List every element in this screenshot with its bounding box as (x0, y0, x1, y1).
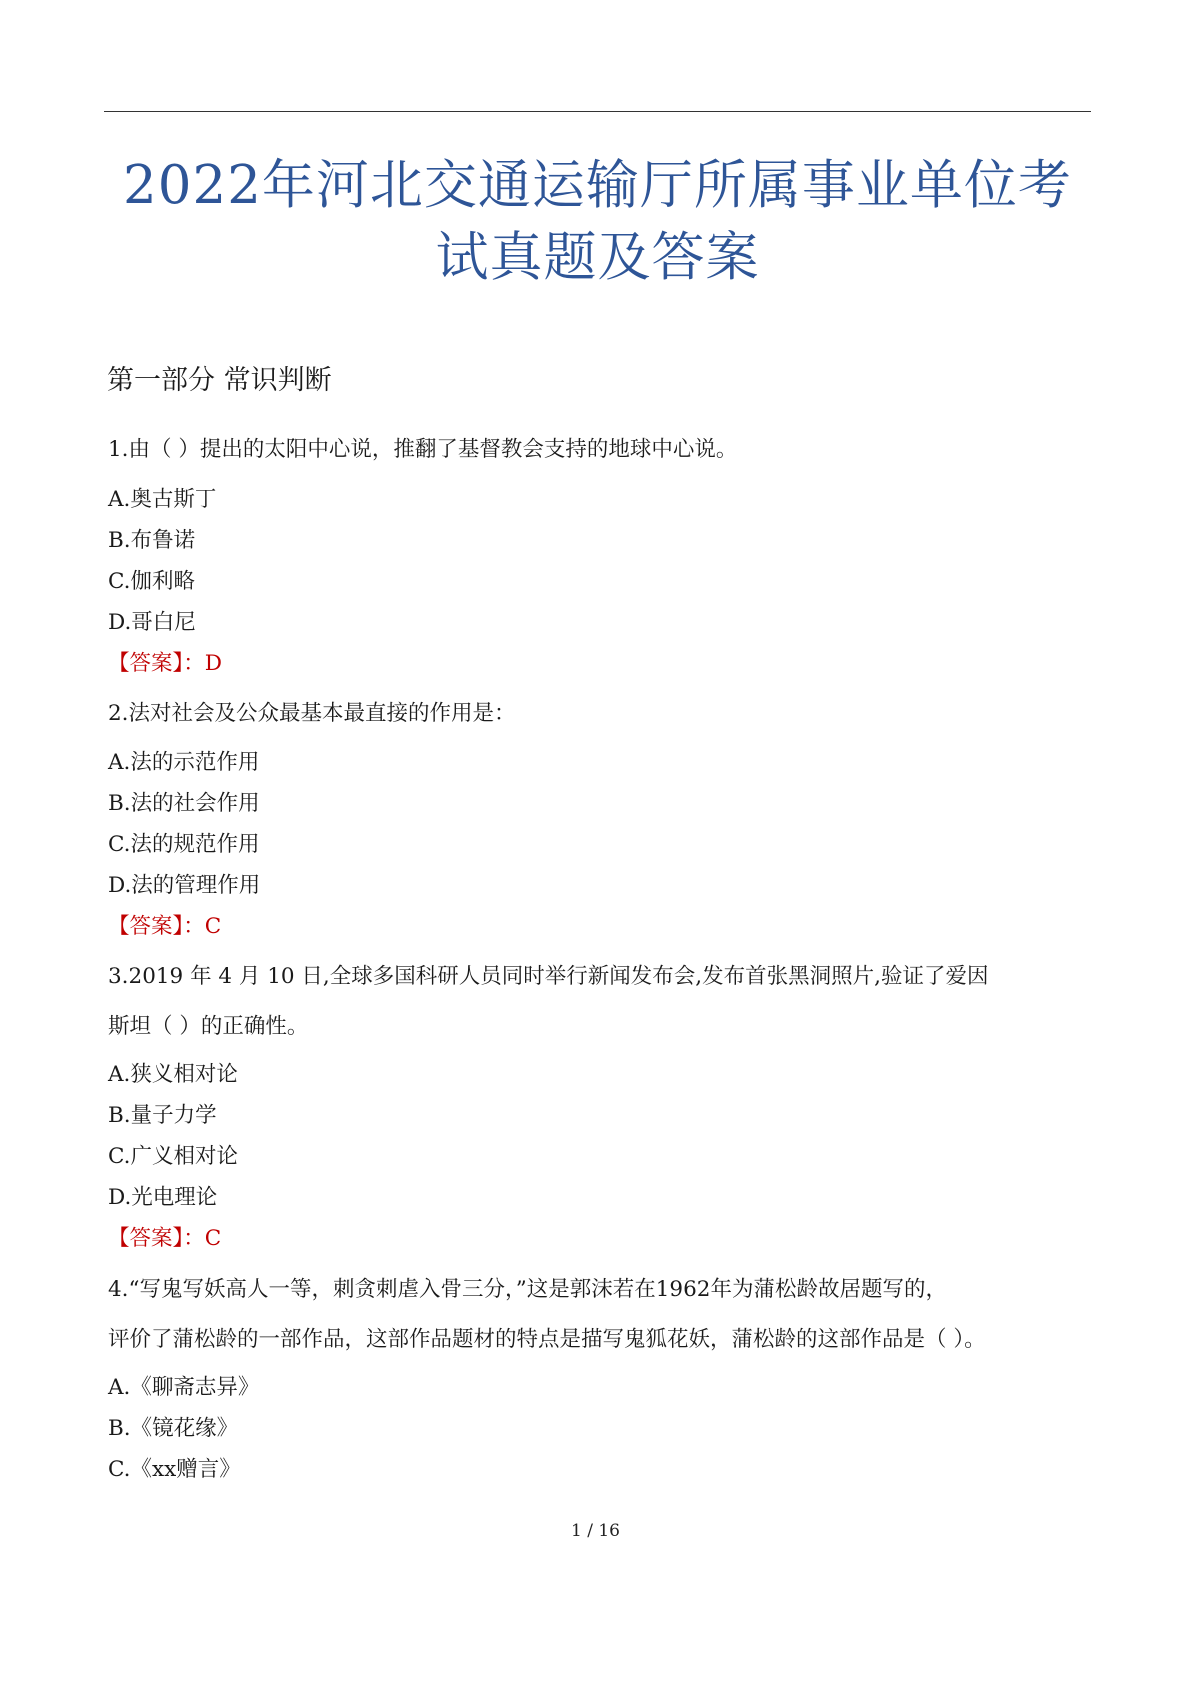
question-2-option-d: D.法的管理作用 (108, 873, 261, 898)
question-2-stem: 2.法对社会及公众最基本最直接的作用是： (108, 701, 516, 726)
question-4-stem-line-1: 4.“写鬼写妖高人一等，刺贪刺虐入骨三分，”这是郭沫若在1962年为蒲松龄故居题写的， (108, 1277, 947, 1302)
question-4-stem-line-2: 评价了蒲松龄的一部作品，这部作品题材的特点是描写鬼狐花妖，蒲松龄的这部作品是（ ）。 (108, 1327, 986, 1352)
section-heading: 第一部分 常识判断 (107, 365, 332, 396)
question-1-option-c: C.伽利略 (108, 569, 196, 594)
question-2-option-a: A.法的示范作用 (108, 750, 260, 775)
question-1-option-a: A.奥古斯丁 (108, 487, 217, 512)
document-title (100, 150, 1095, 294)
page-number: 1 / 16 (571, 1521, 620, 1541)
header-rule (104, 111, 1091, 112)
question-3-answer: 【答案】：C (108, 1226, 222, 1251)
question-3-option-b: B.量子力学 (108, 1103, 217, 1128)
document-title-line-2: 试真题及答案 (435, 227, 760, 288)
document-title-line-1: 2022年河北交通运输厅所属事业单位考 (123, 155, 1072, 216)
question-1-stem: 1.由（ ）提出的太阳中心说，推翻了基督教会支持的地球中心说。 (108, 437, 738, 462)
question-3-stem-line-1: 3.2019 年 4 月 10 日,全球多国科研人员同时举行新闻发布会,发布首张黑洞照片,验证了爱因 (108, 964, 989, 989)
question-4-option-b: B.《镜花缘》 (108, 1416, 239, 1441)
question-3-stem-line-2: 斯坦（ ）的正确性。 (108, 1014, 309, 1039)
question-4-option-a: A.《聊斋志异》 (108, 1375, 260, 1400)
question-3-option-d: D.光电理论 (108, 1185, 218, 1210)
question-2-answer: 【答案】：C (108, 914, 222, 939)
question-2-option-c: C.法的规范作用 (108, 832, 260, 857)
question-1-option-b: B.布鲁诺 (108, 528, 196, 553)
question-3-option-a: A.狭义相对论 (108, 1062, 238, 1087)
question-1-option-d: D.哥白尼 (108, 610, 196, 635)
question-4-option-c: C.《xx赠言》 (108, 1457, 241, 1482)
question-3-option-c: C.广义相对论 (108, 1144, 239, 1169)
question-2-option-b: B.法的社会作用 (108, 791, 260, 816)
question-1-answer: 【答案】：D (108, 651, 222, 676)
